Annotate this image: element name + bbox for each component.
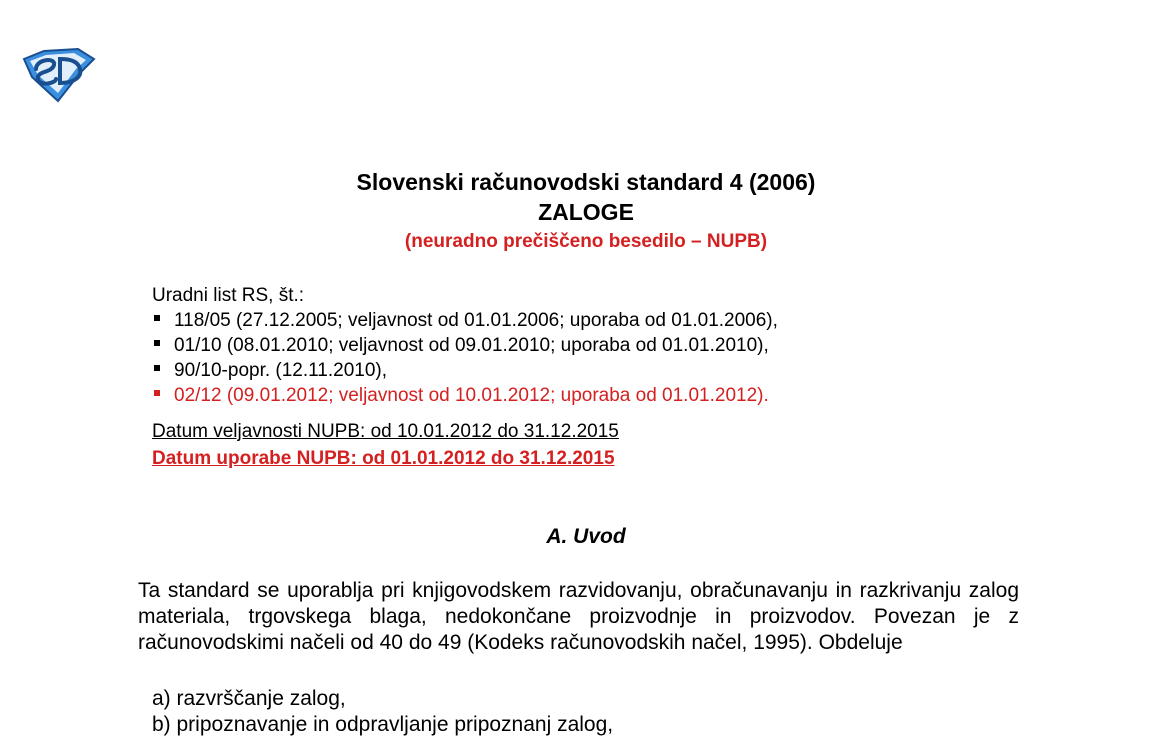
validity-date: Datum veljavnosti NUPB: od 10.01.2012 do 31.12.2015 <box>152 421 619 442</box>
gazette-item-text: 02/12 (09.01.2012; veljavnost od 10.01.2012; uporaba od 01.01.2012). <box>174 385 769 406</box>
gazette-item-text: 90/10-popr. (12.11.2010), <box>174 360 388 381</box>
bullet-square-icon <box>154 315 160 321</box>
gazette-item <box>152 359 387 383</box>
unofficial-note: (neuradno prečiščeno besedilo – NUPB) <box>404 231 768 252</box>
section-heading: A. Uvod <box>546 525 626 548</box>
bullet-square-icon <box>154 340 160 346</box>
list-item: a) razvrščanje zalog, <box>152 687 346 710</box>
application-date: Datum uporabe NUPB: od 01.01.2012 do 31.12.2015 <box>152 448 615 469</box>
gazette-item <box>152 309 778 333</box>
document-title: Slovenski računovodski standard 4 (2006) <box>356 169 816 195</box>
gazette-label: Uradni list RS, št.: <box>152 285 305 306</box>
document-subtitle: ZALOGE <box>538 199 634 225</box>
sd-logo-icon <box>22 47 96 103</box>
list-item: b) pripoznavanje in odpravljanje pripoznanj zalog, <box>152 713 614 736</box>
gazette-item <box>152 384 769 408</box>
gazette-item-text: 118/05 (27.12.2005; veljavnost od 01.01.2006; uporaba od 01.01.2006), <box>174 310 778 331</box>
intro-paragraph: Ta standard se uporablja pri knjigovodskem razvidovanju, obračunavanju in razkrivanju zalog materiala, trgovskega blaga, nedokončane proizvodnje in proizvodov. Povezan je z računovodskimi načeli od 40 do 49 (Kodeks računovodskih načel, 1995). Obdeluje <box>138 579 1019 654</box>
bullet-square-icon <box>154 390 160 396</box>
bullet-square-icon <box>154 365 160 371</box>
gazette-item <box>152 334 769 358</box>
gazette-item-text: 01/10 (08.01.2010; veljavnost od 09.01.2010; uporaba od 01.01.2010), <box>174 335 769 356</box>
